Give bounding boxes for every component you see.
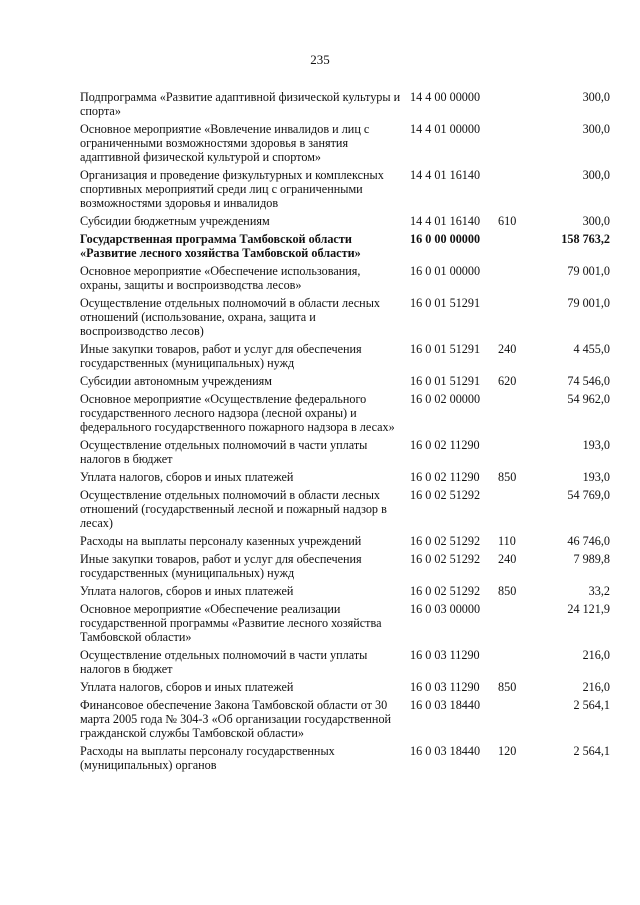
table-row xyxy=(80,392,610,434)
row-name: Расходы на выплаты персоналу государственных (муниципальных) органов xyxy=(80,744,335,772)
table-row xyxy=(80,214,610,228)
table-row xyxy=(80,296,610,338)
row-code: 16 0 02 51292 xyxy=(410,552,481,566)
row-name: Субсидии бюджетным учреждениям xyxy=(80,214,270,228)
row-amount: 79 001,0 xyxy=(567,264,610,278)
row-amount: 7 989,8 xyxy=(573,552,610,566)
row-code: 16 0 03 18440 xyxy=(410,744,481,758)
table-row xyxy=(80,584,610,598)
row-name: Основное мероприятие «Обеспечение использования, охраны, защиты и воспроизводства лесов» xyxy=(80,264,361,292)
row-amount: 79 001,0 xyxy=(567,296,610,310)
row-amount: 300,0 xyxy=(582,168,610,182)
row-name: Осуществление отдельных полномочий в части уплаты налогов в бюджет xyxy=(80,648,368,676)
table-row xyxy=(80,744,610,772)
row-expense-type: 110 xyxy=(498,534,516,548)
row-amount: 216,0 xyxy=(582,680,610,694)
row-name: Уплата налогов, сборов и иных платежей xyxy=(80,584,294,598)
row-name: Организация и проведение физкультурных и комплексных спортивных мероприятий среди лиц с ограниченными возможностями здоровья и инвалидов xyxy=(80,168,384,210)
budget-table xyxy=(80,90,610,776)
row-amount: 2 564,1 xyxy=(573,744,610,758)
row-expense-type: 240 xyxy=(498,342,517,356)
row-expense-type: 850 xyxy=(498,680,517,694)
table-row xyxy=(80,534,610,548)
row-code: 16 0 01 51291 xyxy=(410,374,481,388)
row-name: Государственная программа Тамбовской области «Развитие лесного хозяйства Тамбовской области» xyxy=(80,232,361,260)
row-name: Осуществление отдельных полномочий в области лесных отношений (использование, охрана, защита и воспроизводство лесов) xyxy=(80,296,380,338)
table-row xyxy=(80,648,610,676)
row-amount: 300,0 xyxy=(582,122,610,136)
row-code: 16 0 02 11290 xyxy=(410,470,480,484)
row-name: Подпрограмма «Развитие адаптивной физической культуры и спорта» xyxy=(80,90,401,118)
row-name: Основное мероприятие «Вовлечение инвалидов и лиц с ограниченными возможностями здоровья в занятия адаптивной физической культурой и спортом» xyxy=(80,122,370,164)
row-expense-type: 240 xyxy=(498,552,517,566)
row-code: 16 0 02 51292 xyxy=(410,488,481,502)
row-name: Иные закупки товаров, работ и услуг для обеспечения государственных (муниципальных) нужд xyxy=(80,342,362,370)
row-name: Осуществление отдельных полномочий в части уплаты налогов в бюджет xyxy=(80,438,368,466)
table-row xyxy=(80,374,610,388)
table-row xyxy=(80,488,610,530)
row-expense-type: 620 xyxy=(498,374,517,388)
row-amount: 33,2 xyxy=(588,584,610,598)
row-name: Основное мероприятие «Обеспечение реализации государственной программы «Развитие лесного хозяйства Тамбовской области» xyxy=(80,602,382,644)
table-row xyxy=(80,680,610,694)
row-name: Расходы на выплаты персоналу казенных учреждений xyxy=(80,534,362,548)
table-row xyxy=(80,342,610,370)
table-row xyxy=(80,470,610,484)
row-code: 16 0 02 11290 xyxy=(410,438,480,452)
row-amount: 24 121,9 xyxy=(567,602,610,616)
row-code: 16 0 02 51292 xyxy=(410,584,481,598)
row-name: Иные закупки товаров, работ и услуг для обеспечения государственных (муниципальных) нужд xyxy=(80,552,362,580)
row-amount: 193,0 xyxy=(582,470,610,484)
row-name: Финансовое обеспечение Закона Тамбовской области от 30 марта 2005 года № 304-З «Об организации государственной гражданской службы Тамбовской области» xyxy=(80,698,392,740)
row-name: Осуществление отдельных полномочий в области лесных отношений (государственный лесной и пожарный надзор в лесах) xyxy=(80,488,387,530)
table-row xyxy=(80,438,610,466)
row-amount: 300,0 xyxy=(582,90,610,104)
row-code: 16 0 02 51292 xyxy=(410,534,481,548)
row-amount: 4 455,0 xyxy=(573,342,610,356)
row-code: 14 4 00 00000 xyxy=(410,90,481,104)
row-expense-type: 850 xyxy=(498,470,517,484)
row-code: 16 0 01 00000 xyxy=(410,264,481,278)
row-expense-type: 610 xyxy=(498,214,517,228)
row-code: 16 0 03 11290 xyxy=(410,680,480,694)
table-row xyxy=(80,168,610,210)
row-amount: 54 769,0 xyxy=(567,488,610,502)
row-code: 14 4 01 16140 xyxy=(410,168,481,182)
row-expense-type: 120 xyxy=(498,744,517,758)
row-code: 16 0 02 00000 xyxy=(410,392,481,406)
row-code: 16 0 03 11290 xyxy=(410,648,480,662)
row-name: Уплата налогов, сборов и иных платежей xyxy=(80,470,294,484)
row-amount: 2 564,1 xyxy=(573,698,610,712)
row-code: 14 4 01 00000 xyxy=(410,122,481,136)
row-name: Основное мероприятие «Осуществление федерального государственного лесного надзора (лесной охраны) и федерального государственного пожарного надзора в лесах» xyxy=(80,392,395,434)
row-name: Уплата налогов, сборов и иных платежей xyxy=(80,680,294,694)
table-row xyxy=(80,232,610,260)
table-row xyxy=(80,602,610,644)
row-code: 14 4 01 16140 xyxy=(410,214,481,228)
row-code: 16 0 01 51291 xyxy=(410,342,481,356)
row-code: 16 0 03 18440 xyxy=(410,698,481,712)
row-code: 16 0 00 00000 xyxy=(410,232,481,246)
table-row xyxy=(80,122,610,164)
row-code: 16 0 01 51291 xyxy=(410,296,481,310)
row-amount: 193,0 xyxy=(582,438,610,452)
table-row xyxy=(80,264,610,292)
row-amount: 216,0 xyxy=(582,648,610,662)
row-amount: 46 746,0 xyxy=(567,534,610,548)
row-amount: 74 546,0 xyxy=(567,374,610,388)
row-amount: 158 763,2 xyxy=(561,232,610,246)
page-number: 235 xyxy=(310,52,330,67)
row-name: Субсидии автономным учреждениям xyxy=(80,374,272,388)
row-expense-type: 850 xyxy=(498,584,517,598)
row-code: 16 0 03 00000 xyxy=(410,602,481,616)
table-row xyxy=(80,90,610,118)
row-amount: 54 962,0 xyxy=(567,392,610,406)
table-row xyxy=(80,552,610,580)
row-amount: 300,0 xyxy=(582,214,610,228)
table-row xyxy=(80,698,610,740)
